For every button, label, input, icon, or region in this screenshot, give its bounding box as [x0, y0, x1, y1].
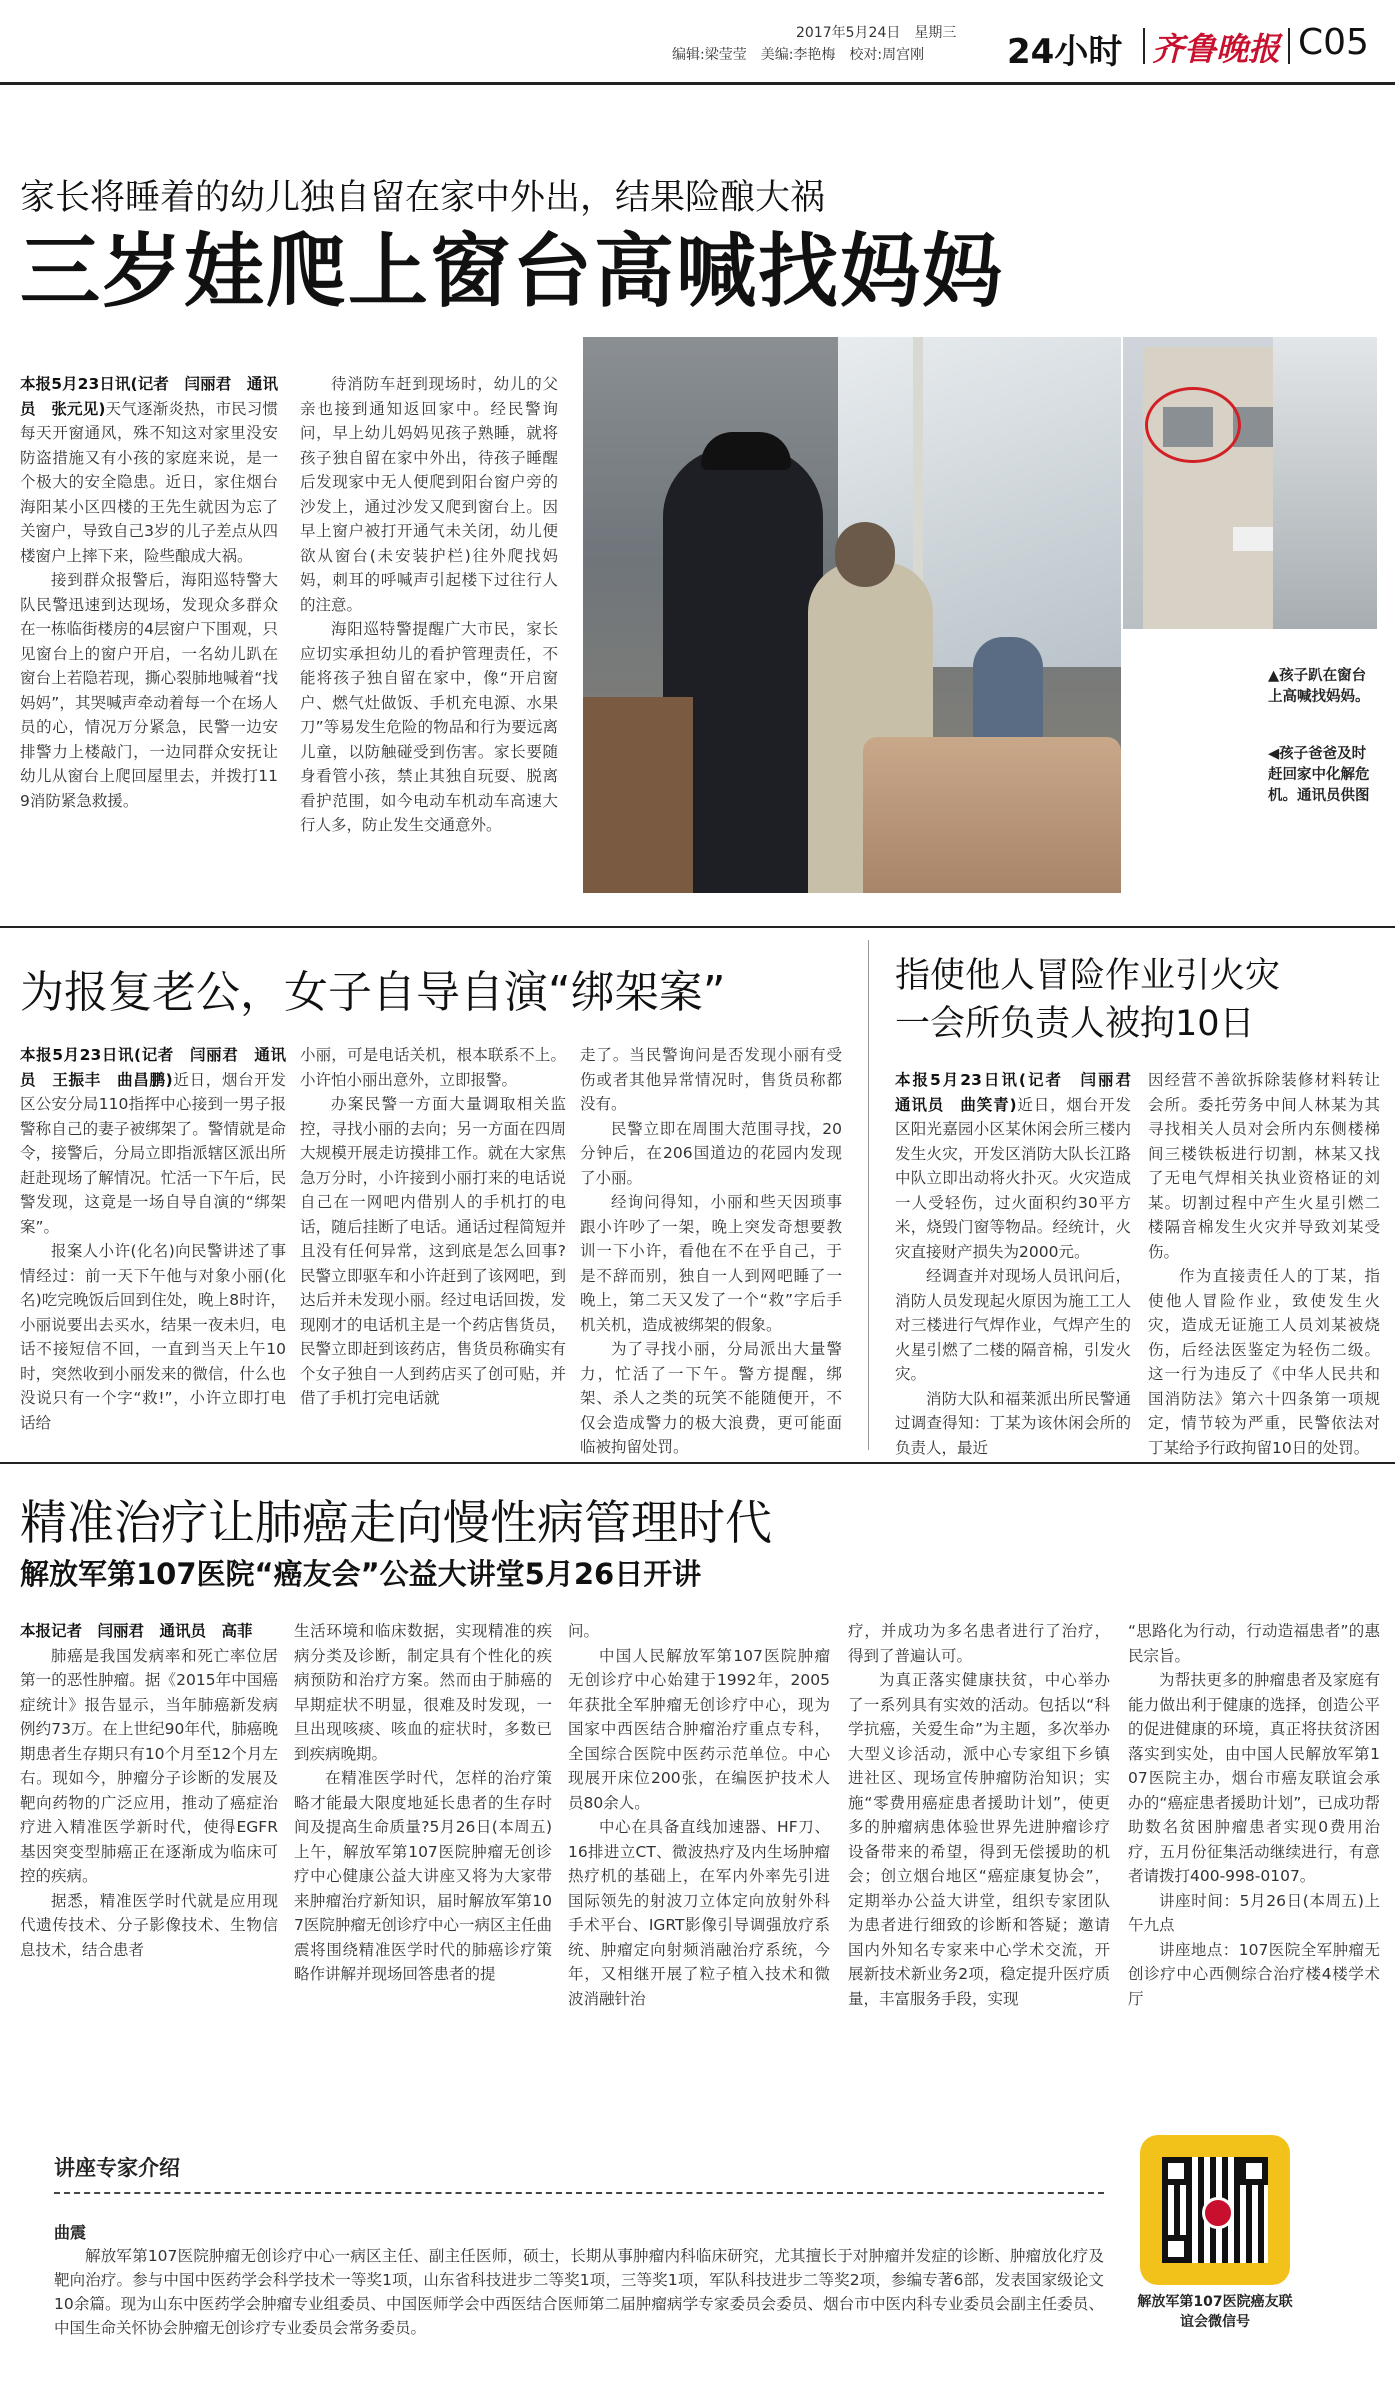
qr-finder-tl [1162, 2157, 1190, 2185]
story4-column-4 [848, 1619, 1110, 2011]
qr-finder-tr [1240, 2157, 1268, 2185]
story3-headline-line2: 一会所负责人被拘10日 [895, 1004, 1255, 1044]
qr-finder-bl [1162, 2235, 1190, 2263]
header-paper-logo: 齐鲁晚报 [1152, 30, 1281, 68]
expert-heading: 讲座专家介绍 [54, 2156, 180, 2180]
story1-column-1 [20, 372, 278, 813]
qr-code [1162, 2157, 1268, 2263]
story4-col5-p1: “思路化为行动，行动造福患者”的惠民宗旨。 [1128, 1622, 1380, 1665]
story4-column-5 [1128, 1619, 1380, 2011]
story2-column-3 [580, 1043, 842, 1460]
story4-col1-p1: 肺癌是我国发病率和死亡率位居第一的恶性肿瘤。据《2015年中国癌症统计》报告显示，当年肺癌新发病例约73万。在上世纪90年代，肺癌晚期患者生存期只有10个月至12个月左右。现如今，肿瘤分子诊断的发展及靶向药物的广泛应用，推动了癌症治疗进入精准医学新时代，使得EGFR基因突变型肺癌正在逐渐成为临床可控的疾病。 [20, 1646, 278, 1885]
story2-col3-p1: 走了。当民警询问是否发现小丽有受伤或者其他异常情况时，售货员称都没有。 [580, 1046, 842, 1113]
photo-police-cap [701, 432, 791, 470]
story2-col1-p1: 近日，烟台开发区公安分局110指挥中心接到一男子报警称自己的妻子被绑架了。警情就是命令，接警后，分局立即指派辖区派出所赶赴现场了解情况。忙活一下午后，民警发现，这竟是一场自导自演的“绑架案”。 [20, 1070, 286, 1236]
story1-headline: 三岁娃爬上窗台高喊找妈妈 [20, 225, 1004, 318]
story2-col2-p1: 小丽，可是电话关机，根本联系不上。小许怕小丽出意外，立即报警。 [300, 1046, 566, 1089]
header-editors: 编辑:梁莹莹 美编:李艳梅 校对:周宫刚 [672, 47, 925, 63]
qr-center-logo [1202, 2197, 1234, 2229]
story2-column-1 [20, 1043, 286, 1435]
inset-tree [1273, 337, 1377, 629]
story3-bottom-rule [0, 1462, 1395, 1464]
story4-col1-p2: 据悉，精准医学时代就是应用现代遗传技术、分子影像技术、生物信息技术，结合患者 [20, 1891, 278, 1959]
story2-headline: 为报复老公，女子自导自演“绑架案” [20, 967, 726, 1018]
photo-table [583, 697, 693, 893]
story3-col2-p2: 作为直接责任人的丁某，指使他人冒险作业，致使发生火灾，造成无证施工人员刘某被烧伤，后经法医鉴定为轻伤二级。这一行为违反了《中华人民共和国消防法》第六十四条第一项规定，情节较为严重，民警依法对丁某给予行政拘留10日的处罚。 [1148, 1267, 1380, 1457]
story4-column-1 [20, 1619, 278, 1962]
story4-column-3 [568, 1619, 830, 2011]
header-divider [1143, 28, 1145, 64]
story4-headline: 精准治疗让肺癌走向慢性病管理时代 [20, 1496, 772, 1551]
story4-column-2 [294, 1619, 552, 1987]
column-divider [868, 940, 869, 1450]
story2-byline: 本报5月23日讯(记者 闫丽君 通讯员 王振丰 曲昌鹏) [20, 1046, 286, 1089]
story2-col1-p2: 报案人小许(化名)向民警讲述了事情经过：前一天下午他与对象小丽(化名)吃完晚饭后回到住处，晚上8时许，小丽说要出去买水，结果一夜未归，电话不接短信不回，一直到当天上午10时，突然收到小丽发来的微信，什么也没说只有一个字“救!”，小许立即打电话给 [20, 1242, 286, 1432]
story1-col2-p1: 待消防车赶到现场时，幼儿的父亲也接到通知返回家中。经民警询问，早上幼儿妈妈见孩子熟睡，就将孩子独自留在家中外出，待孩子睡醒后发现家中无人便爬到阳台窗户旁的沙发上，通过沙发又爬到窗台上。因早上窗户被打开通气未关闭，幼儿便欲从窗台(未安装护栏)往外爬找妈妈，刺耳的呼喊声引起楼下过往行人的注意。 [300, 375, 558, 614]
header-divider-2 [1288, 28, 1290, 64]
expert-bio-text: 解放军第107医院肿瘤无创诊疗中心一病区主任、副主任医师，硕士，长期从事肿瘤内科临床研究，尤其擅长于对肿瘤并发症的诊断、肿瘤放化疗及靶向治疗。参与中国中医药学会科学技术一等奖1项，山东省科技进步二等奖1项，三等奖1项，军队科技进步二等奖2项，参编专著6部，发表国家级论文10余篇。现为山东中医药学会肿瘤专业组委员、中国医师学会中西医结合医师第二届肿瘤病学专家委员会委员、烟台市中医内科专业委员会副主任委员、中国生命关怀协会肿瘤无创诊疗专业委员会常务委员。 [54, 2247, 1104, 2337]
story3-col1-p3: 消防大队和福莱派出所民警通过调查得知：丁某为该休闲会所的负责人，最近 [895, 1389, 1131, 1457]
story4-col4-p1: 疗，并成功为多名患者进行了治疗，得到了普遍认可。 [848, 1622, 1110, 1665]
story4-subhead: 解放军第107医院“癌友会”公益大讲堂5月26日开讲 [20, 1557, 702, 1591]
qr-caption: 解放军第107医院癌友联谊会微信号 [1137, 2294, 1293, 2330]
story4-col5-p3: 讲座时间：5月26日(本周五)上午九点 [1128, 1891, 1380, 1934]
story4-col2-p2: 在精准医学时代，怎样的治疗策略才能最大限度地延长患者的生存时间及提高生命质量?5月26日(本周五)上午，解放军第107医院肿瘤无创诊疗中心健康公益大讲座又将为大家带来肿瘤治疗新知识，届时解放军第107医院肿瘤无创诊疗中心一病区主任曲震将围绕精准医学时代的肺癌诊疗策略作讲解并现场回答患者的提 [294, 1769, 552, 1983]
story3-column-2 [1148, 1068, 1380, 1460]
inset-highlight-ellipse [1145, 387, 1241, 463]
story2-col3-p4: 为了寻找小丽，分局派出大量警力，忙活了一下午。警方提醒，绑架、杀人之类的玩笑不能随便开，不仅会造成警力的极大浪费，更可能面临被拘留处罚。 [580, 1340, 842, 1456]
expert-name: 曲震 [54, 2223, 87, 2242]
photo-father-head [835, 522, 895, 587]
story1-inset-photo [1123, 337, 1377, 629]
header-rule [0, 82, 1395, 85]
expert-dashed-rule [54, 2192, 1104, 2194]
story2-col2-p2: 办案民警一方面大量调取相关监控，寻找小丽的去向；另一方面在四周大规模开展走访摸排工作。就在大家焦急万分时，小许接到小丽打来的电话说自己在一网吧内借别人的手机打的电话，随后挂断了电话。通话过程简短并且没有任何异常，这到底是怎么回事?民警立即驱车和小许赶到了该网吧，到达后并未发现小丽。经过电话回拨，发现刚才的电话机主是一个药店售货员，民警立即赶到该药店，售货员称确实有个女子独自一人到药店买了创可贴，并借了手机打完电话就 [300, 1095, 566, 1407]
story2-column-2 [300, 1043, 566, 1411]
story4-col3-p1: 问。 [568, 1622, 600, 1640]
story1-col1-p1: 天气逐渐炎热，市民习惯每天开窗通风，殊不知这对家里没安防盗措施又有小孩的家庭来说，是一个极大的安全隐患。近日，家住烟台海阳某小区四楼的王先生就因为忘了关窗户，导致自己3岁的儿子差点从四楼窗户上摔下来，险些酿成大祸。 [20, 399, 278, 565]
photo-sofa [863, 737, 1121, 893]
story3-col1-p2: 经调查并对现场人员讯问后，消防人员发现起火原因为施工工人对三楼进行气焊作业，气焊产生的火星引燃了二楼的隔音棉，引发火灾。 [895, 1267, 1131, 1383]
story4-col3-p3: 中心在具备直线加速器、HF刀、16排进立CT、微波热疗及内生场肿瘤热疗机的基础上，在军内外率先引进国际领先的射波刀立体定向放射外科手术平台、IGRT影像引导调强放疗系统、肿瘤定向射频消融治疗系统，今年，又相继开展了粒子植入技术和微波消融针治 [568, 1818, 830, 2008]
header-page-number: C05 [1298, 22, 1369, 63]
story1-bottom-rule [0, 926, 1395, 928]
story2-col3-p2: 民警立即在周围大范围寻找，20分钟后，在206国道边的花园内发现了小丽。 [580, 1119, 842, 1187]
story4-col3-p2: 中国人民解放军第107医院肿瘤无创诊疗中心始建于1992年，2005年获批全军肿瘤无创诊疗中心，现为国家中西医结合肿瘤治疗重点专科，全国综合医院中医药示范单位。中心现展开床位200张，在编医护技术人员80余人。 [568, 1646, 830, 1812]
story4-col5-p4: 讲座地点：107医院全军肿瘤无创诊疗中心西侧综合治疗楼4楼学术厅 [1128, 1940, 1380, 2008]
story3-byline: 本报5月23日讯(记者 闫丽君 通讯员 曲笑青) [895, 1071, 1147, 1114]
story1-col1-p2: 接到群众报警后，海阳巡特警大队民警迅速到达现场，发现众多群众在一栋临街楼房的4层窗户下围观，只见窗台上的窗户开启，一名幼儿趴在窗台上若隐若现，撕心裂肺地喊着“找妈妈”，其哭喊声牵动着每一个在场人员的心，情况万分紧急，民警一边安排警力上楼敲门，一边同群众安抚让幼儿从窗台上爬回屋里去，并拨打119消防紧急救援。 [20, 571, 278, 810]
qr-frame [1140, 2135, 1290, 2285]
story4-col2-p1: 生活环境和临床数据，实现精准的疾病分类及诊断，制定具有个性化的疾病预防和治疗方案。然而由于肺癌的早期症状不明显，很难及时发现，一旦出现咳痰、咳血的症状时，多数已到疾病晚期。 [294, 1622, 552, 1763]
story2-col3-p3: 经询问得知，小丽和些天因琐事跟小许吵了一架，晚上突发奇想要教训一下小许，看他在不在乎自己，于是不辞而别，独自一人到网吧睡了一晚上，第二天又发了一个“救”字后手机关机，造成被绑架的假象。 [580, 1193, 842, 1334]
story1-column-2 [300, 372, 558, 838]
header-section: 24小时 [1007, 32, 1123, 72]
story1-caption-2: ◀孩子爸爸及时赶回家中化解危机。通讯员供图 [1268, 746, 1370, 804]
story1-caption-1: ▲孩子趴在窗台上高喊找妈妈。 [1268, 668, 1370, 705]
story1-byline: 本报5月23日讯(记者 闫丽君 通讯员 张元见) [20, 375, 278, 418]
story3-headline-line1: 指使他人冒险作业引火灾 [895, 956, 1281, 996]
story3-col2-p1: 因经营不善欲拆除装修材料转让会所。委托劳务中间人林某为其寻找相关人员对会所内东侧楼梯间三楼铁板进行切割，林某又找了无电气焊相关执业资格证的刘某。切割过程中产生火星引燃二楼隔音棉发生火灾并导致刘某受伤。 [1148, 1071, 1380, 1261]
story1-main-photo [583, 337, 1121, 893]
header-date: 2017年5月24日 星期三 [796, 25, 957, 41]
story1-kicker: 家长将睡着的幼儿独自留在家中外出，结果险酿大祸 [20, 178, 826, 218]
story4-col5-p2: 为帮扶更多的肿瘤患者及家庭有能力做出利于健康的选择，创造公平的促进健康的环境，真正将扶贫济困落实到实处，由中国人民解放军第107医院主办，烟台市癌友联谊会承办的“癌症患者援助计划”，已成功帮助数名贫困肿瘤患者实现0费用治疗，五月份征集活动继续进行，有意者请拨打400-998-0107。 [1128, 1671, 1380, 1885]
story4-byline: 本报记者 闫丽君 通讯员 高菲 [20, 1622, 253, 1640]
story3-col1-p1: 近日，烟台开发区阳光嘉园小区某休闲会所三楼内发生火灾，开发区消防大队长江路中队立即出动将火扑灭。火灾造成一人受轻伤，过火面积约30平方米，烧毁门窗等物品。经统计，火灾直接财产损失为2000元。 [895, 1095, 1131, 1261]
story3-column-1 [895, 1068, 1147, 1460]
story1-col2-p2: 海阳巡特警提醒广大市民，家长应切实承担幼儿的看护管理责任，不能将孩子独自留在家中，像“开启窗户、燃气灶做饭、手机充电源、水果刀”等易发生危险的物品和行为要远离儿童，以防触碰受到伤害。家长要随身看管小孩，禁止其独自玩耍、脱离看护范围，如今电动车机动车高速大行人多，防止发生交通意外。 [300, 620, 558, 834]
story4-col4-p2: 为真正落实健康扶贫，中心举办了一系列具有实效的活动。包括以“科学抗癌，关爱生命”为主题，多次举办大型义诊活动，派中心专家组下乡镇进社区、现场宣传肿瘤防治知识；实施“零费用癌症患者援助计划”，使更多的肿瘤病患体验世界先进肿瘤诊疗设备带来的希望，得到无偿援助的机会；创立烟台地区“癌症康复协会”，定期举办公益大讲堂，组织专家团队为患者进行细致的诊断和答疑；邀请国内外知名专家来中心学术交流，开展新技术新业务2项，稳定提升医疗质量，丰富服务手段，实现 [848, 1671, 1110, 2008]
expert-bio [54, 2244, 1104, 2340]
inset-ac-unit [1233, 527, 1273, 551]
inset-building [1143, 347, 1293, 629]
